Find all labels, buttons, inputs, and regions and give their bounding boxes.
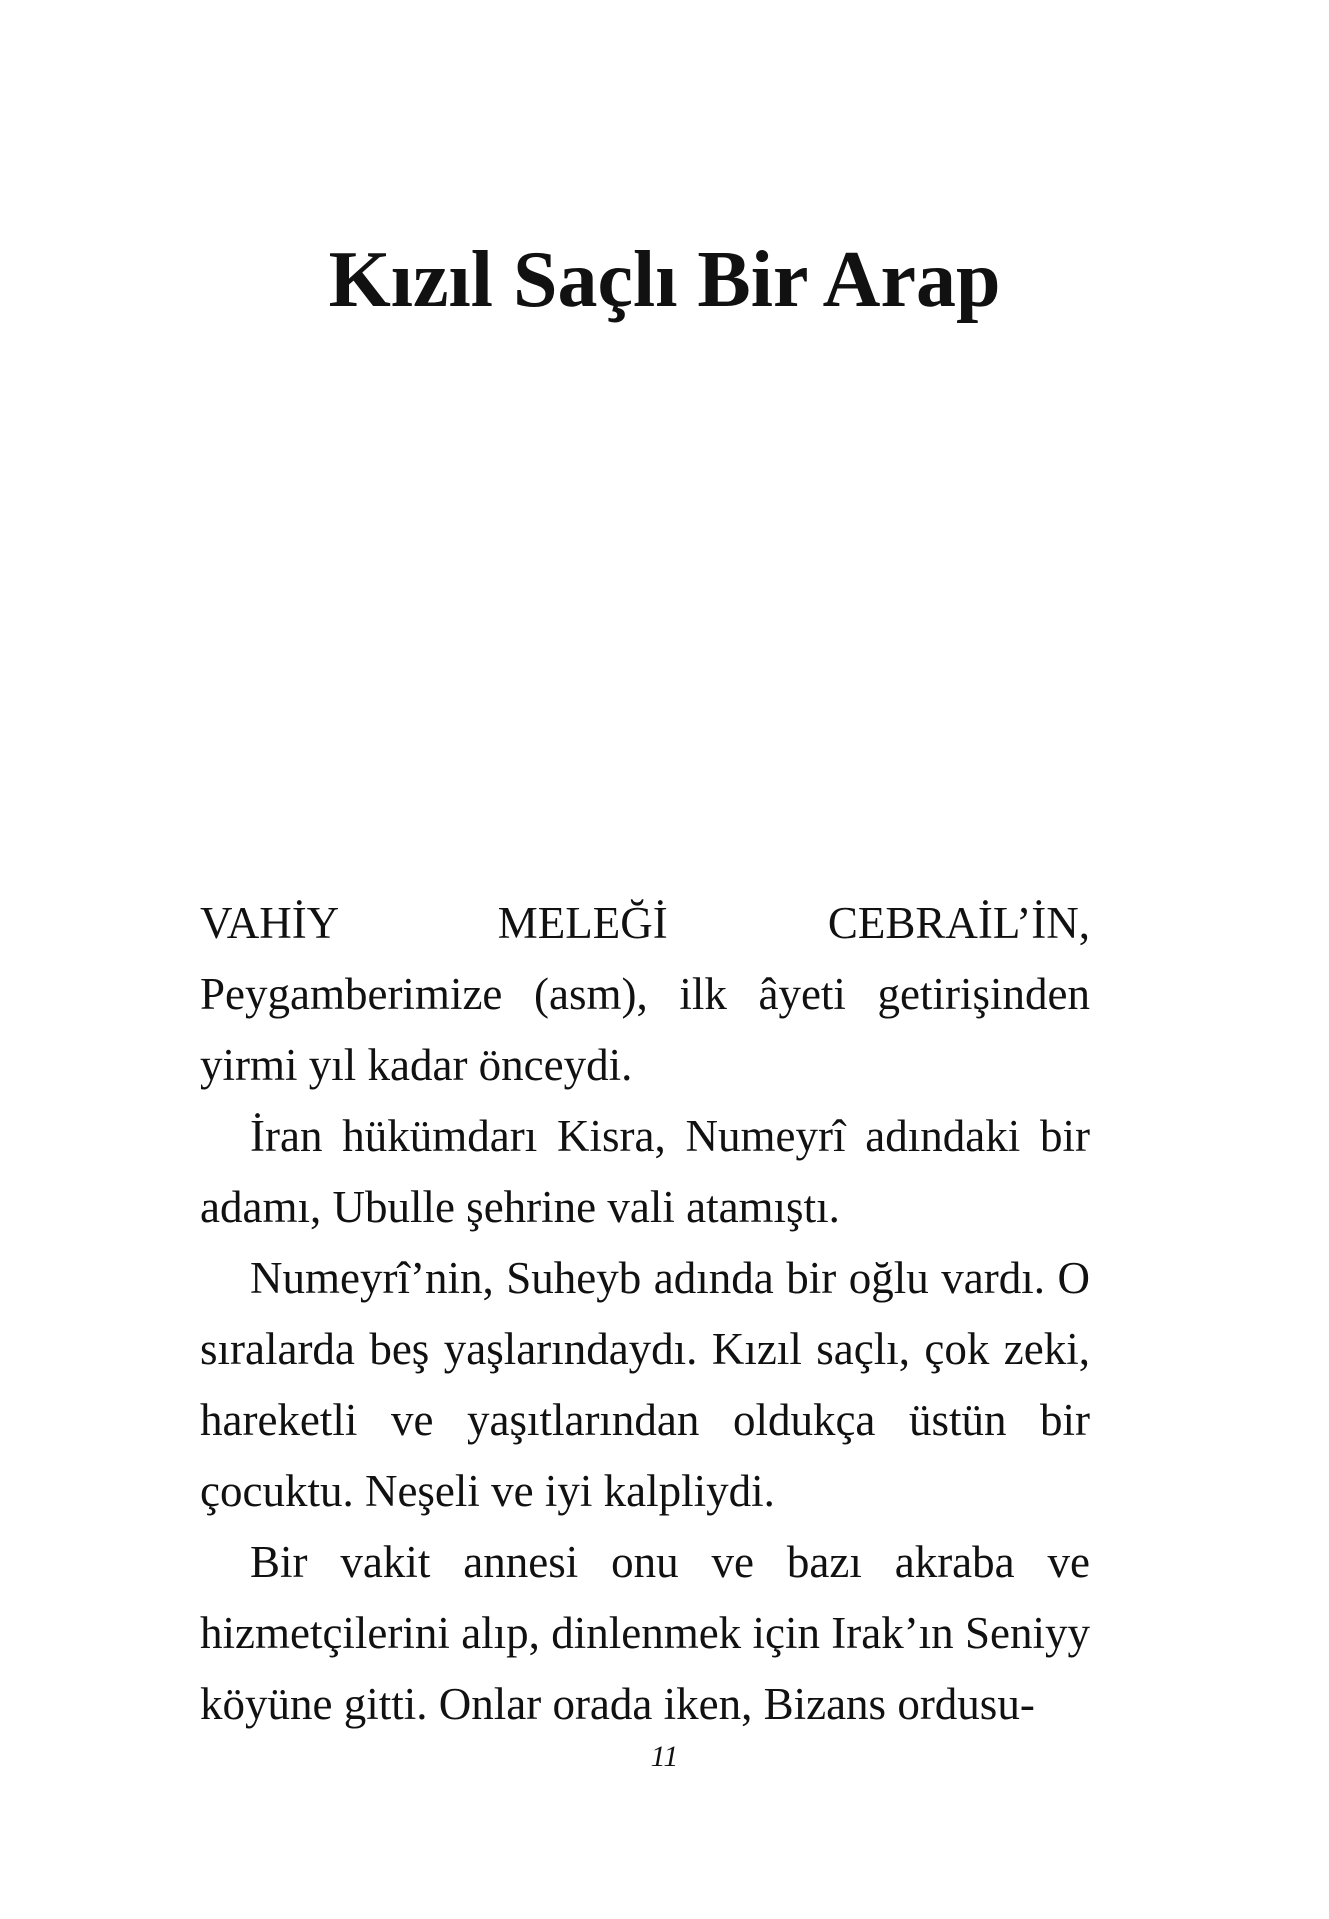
body-text	[200, 888, 1090, 1740]
chapter-title: Kızıl Saçlı Bir Arap	[328, 236, 1001, 324]
paragraph-1: VAHİY MELEĞİ CEBRAİL’İN, Peygamberimize (asm), ilk âyeti getirişinden yirmi yıl kadar önceydi.	[200, 898, 1090, 1090]
paragraph-2: İran hükümdarı Kisra, Numeyrî adındaki bir adamı, Ubulle şehrine vali atamıştı.	[200, 1111, 1090, 1232]
paragraph-4: Bir vakit annesi onu ve bazı akraba ve hizmetçilerini alıp, dinlenmek için Irak’ın Seniyy köyüne gitti. Onlar orada iken, Bizans ordusu-	[200, 1537, 1090, 1729]
paragraph-3: Numeyrî’nin, Suheyb adında bir oğlu vardı. O sıralarda beş yaşlarındaydı. Kızıl saçlı, çok zeki, hareketli ve yaşıtlarından oldukça üstün bir çocuktu. Neşeli ve iyi kalpliydi.	[200, 1253, 1090, 1516]
page-number: 11	[650, 1740, 679, 1773]
